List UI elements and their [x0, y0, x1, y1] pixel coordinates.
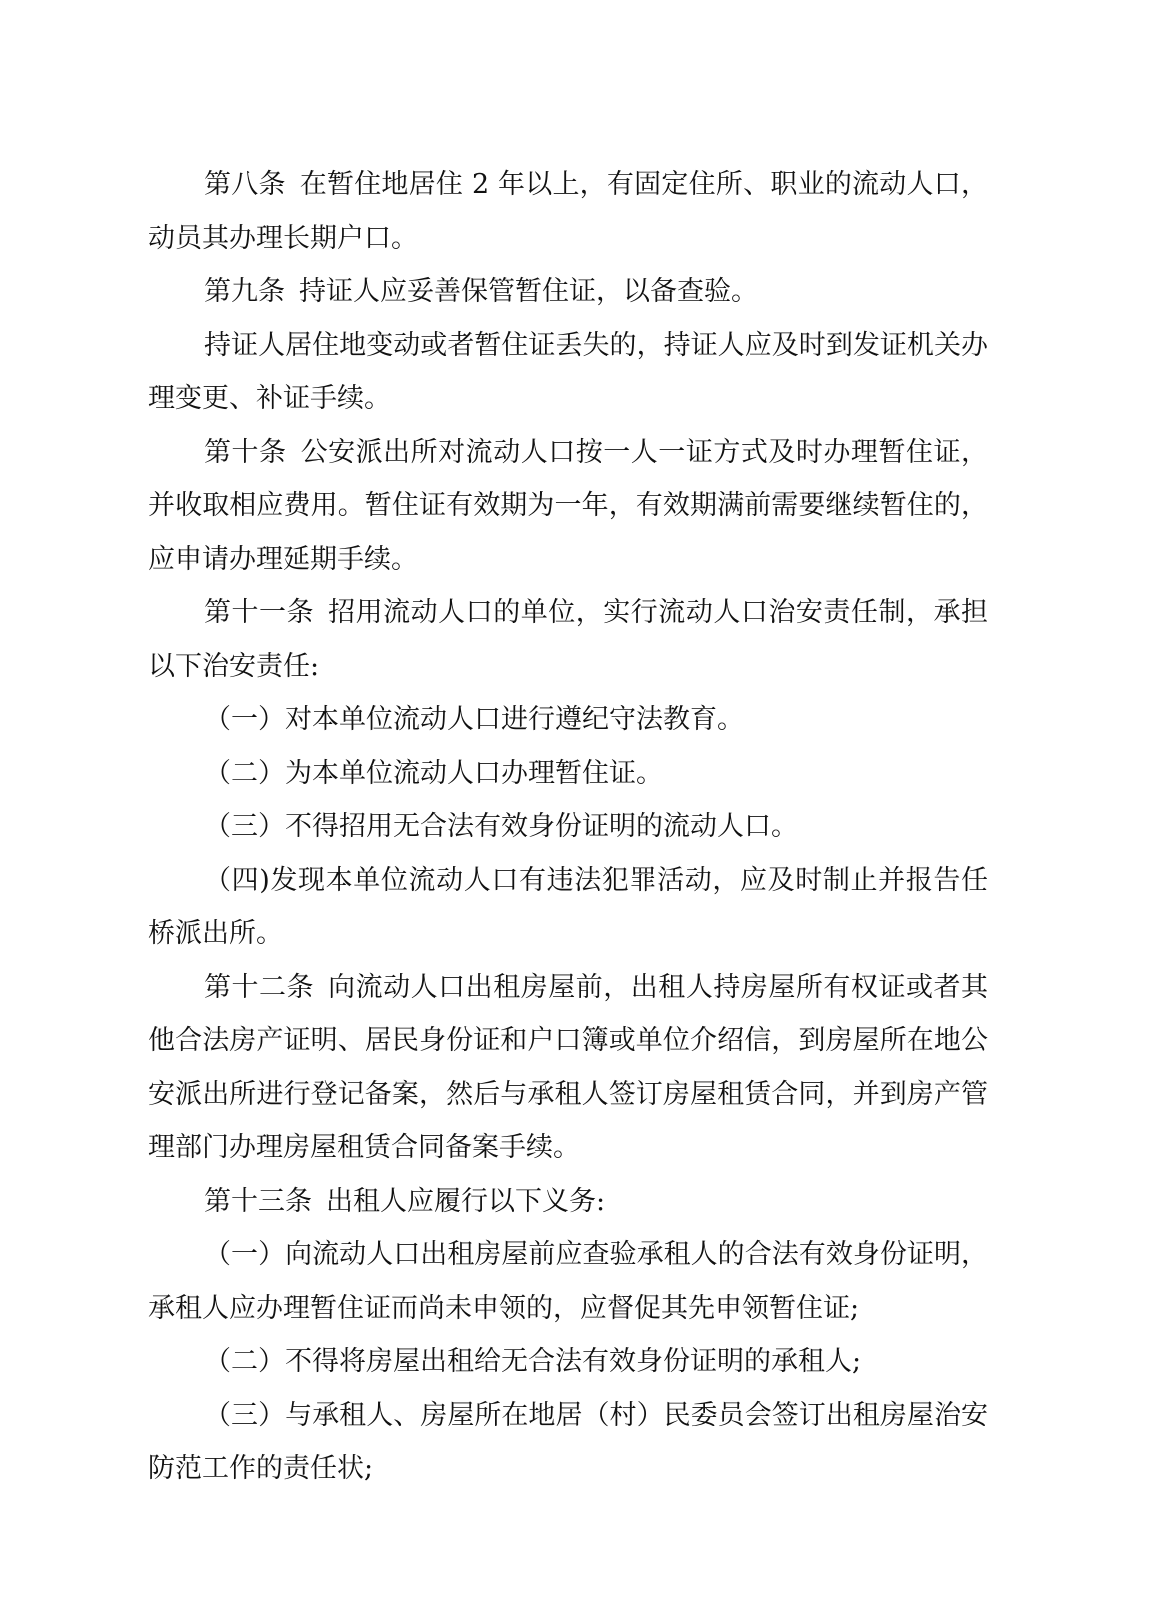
article-10-paragraph [148, 426, 988, 587]
article-heading: 第十三条 [204, 1185, 312, 1217]
article-9-continuation [148, 319, 988, 426]
article-13-paragraph [148, 1175, 988, 1229]
article-13-item-2 [148, 1335, 988, 1389]
article-heading: 第八条 [204, 169, 286, 200]
article-heading: 第十二条 [204, 971, 315, 1003]
paragraph-text: 在暂住地居住 2 年以上，有固定住所、职业的流动人口，动员其办理长期户口。 [148, 169, 989, 254]
list-item-text: （一）对本单位流动人口进行遵纪守法教育。 [204, 704, 744, 735]
article-13-item-3 [148, 1389, 988, 1496]
list-item-text: （三）不得招用无合法有效身份证明的流动人口。 [204, 811, 798, 842]
paragraph-text: 招用流动人口的单位，实行流动人口治安责任制，承担以下治安责任: [148, 597, 989, 682]
list-item-text: （二）不得将房屋出租给无合法有效身份证明的承租人; [204, 1346, 862, 1377]
article-9-paragraph [148, 265, 988, 319]
list-item-text: （二）为本单位流动人口办理暂住证。 [204, 757, 663, 789]
article-11-paragraph [148, 586, 988, 693]
paragraph-text: 向流动人口出租房屋前，出租人持房屋所有权证或者其他合法房产证明、居民身份证和户口簿或单位介绍信，到房屋所在地公安派出所进行登记备案，然后与承租人签订房屋租赁合同，并到房产管理部门办理房屋租赁合同备案手续。 [148, 971, 989, 1163]
article-11-item-4 [148, 854, 988, 961]
article-8-paragraph [148, 158, 988, 265]
article-heading: 第十一条 [204, 597, 315, 628]
paragraph-text: 出租人应履行以下义务: [326, 1185, 606, 1217]
paragraph-text: 公安派出所对流动人口按一人一证方式及时办理暂住证，并收取相应费用。暂住证有效期为一年，有效期满前需要继续暂住的，应申请办理延期手续。 [148, 436, 989, 575]
article-11-item-3 [148, 800, 988, 854]
article-12-paragraph [148, 961, 988, 1175]
list-item-text: （一）向流动人口出租房屋前应查验承租人的合法有效身份证明，承租人应办理暂住证而尚未申领的，应督促其先申领暂住证; [148, 1239, 988, 1324]
article-11-item-1 [148, 693, 988, 747]
article-11-item-2 [148, 747, 988, 801]
article-heading: 第十条 [204, 436, 287, 468]
paragraph-text: 持证人居住地变动或者暂住证丢失的，持证人应及时到发证机关办理变更、补证手续。 [148, 329, 988, 414]
list-item-text: （四)发现本单位流动人口有违法犯罪活动，应及时制止并报告任桥派出所。 [148, 864, 988, 949]
article-13-item-1 [148, 1228, 988, 1335]
document-body [148, 158, 988, 1496]
list-item-text: （三）与承租人、房屋所在地居（村）民委员会签订出租房屋治安防范工作的责任状; [148, 1399, 988, 1484]
article-heading: 第九条 [204, 276, 285, 307]
paragraph-text: 持证人应妥善保管暂住证，以备查验。 [299, 276, 758, 307]
